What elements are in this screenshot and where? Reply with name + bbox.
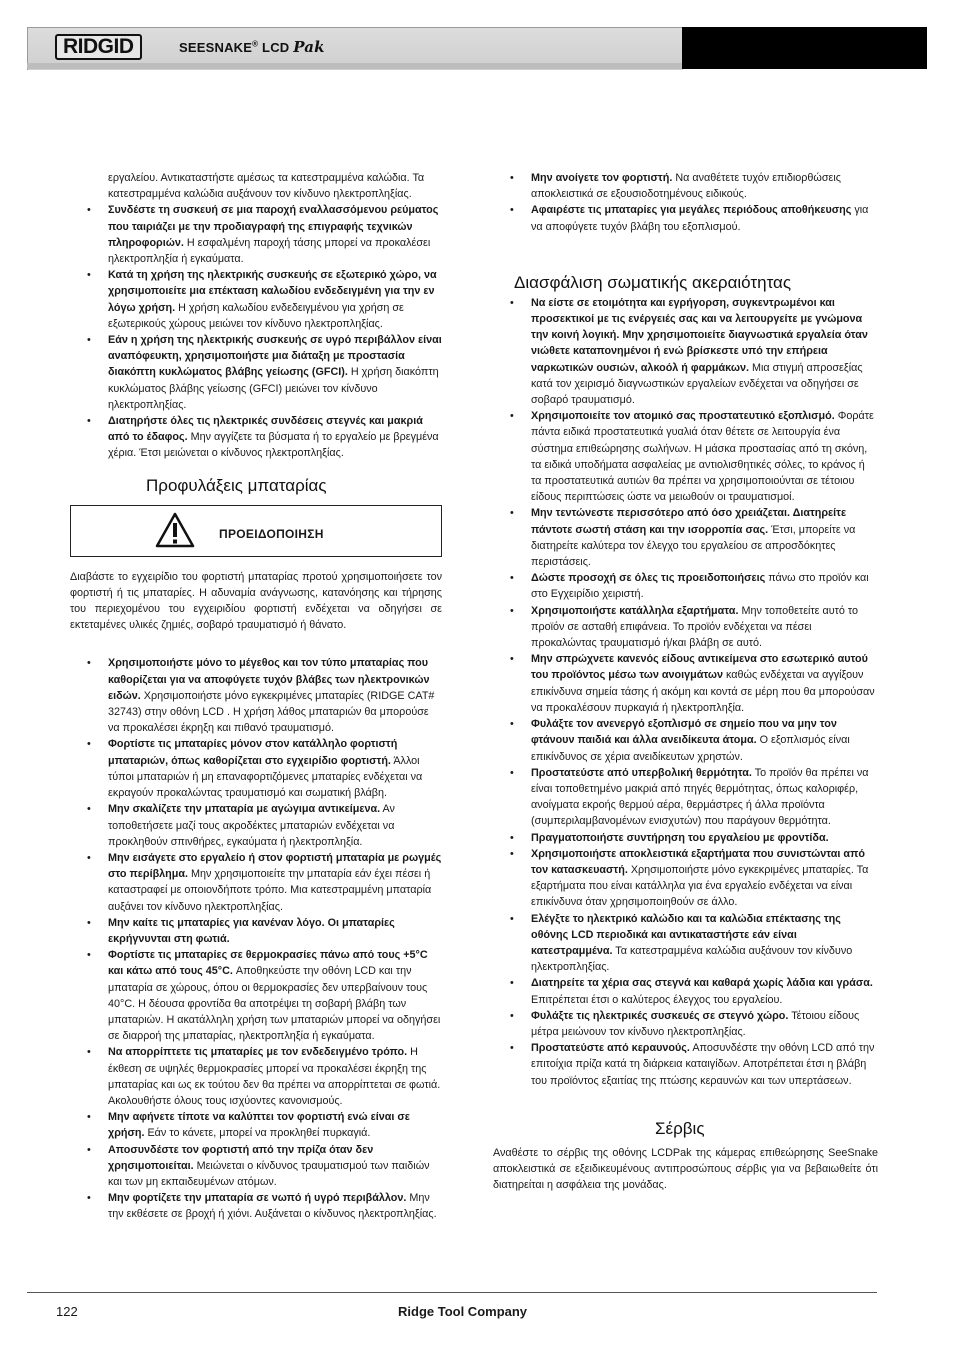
item-bold: Διατηρήστε όλες τις ηλεκτρικές συνδέσεις στεγνές και μακριά από το έδαφος. (108, 415, 423, 444)
item-bold: Μην εισάγετε στο εργαλείο ή στον φορτιστή μπαταρία με ρωγμές στο περίβλημα. (108, 851, 442, 881)
list-item (493, 295, 878, 408)
item-text: Μην τοποθετείτε αυτό το προϊόν σε ασταθή επιφάνεια. Το προϊόν ενδέχεται να πέσει προκαλώντας τραυματισμό ή/και βλάβη σε αυτό. (531, 604, 859, 650)
list-item (70, 1109, 442, 1141)
item-text: Τα κατεστραμμένα καλώδια αυξάνουν τον κίνδυνο ηλεκτροπληξίας. (531, 944, 853, 974)
item-bold: Μην σκαλίζετε την μπαταρία με αγώγιμα αντικείμενα. (108, 803, 381, 816)
right-column (493, 170, 878, 1193)
list-item (70, 202, 442, 267)
item-text: Η έκθεση σε υψηλές θερμοκρασίες μπορεί να προκαλέσει έκρηξη της μπαταρίας και ως εκ τούτου δεν θα πρέπει να απορρίπτεται σε φωτιά. Ακολουθήστε όλους τους ισχύοντες κανονισμούς. (108, 1046, 441, 1107)
item-bold: Μην ανοίγετε τον φορτιστή. (531, 172, 673, 184)
warning-box (70, 505, 442, 557)
charger-list (493, 170, 878, 235)
item-text: Μην χρησιμοποιείτε την μπαταρία εάν έχει πέσει ή καταστραφεί με οποιονδήποτε τρόπο. Μια κατεστραμμένη μπαταρία αυξάνει τον κίνδυνο ηλεκτροπληξίας. (108, 868, 432, 913)
item-bold: Διατηρείτε τα χέρια σας στεγνά και καθαρά χωρίς λάδια και γράσα. (531, 977, 873, 990)
item-text: Χρησιμοποιήστε μόνο εγκεκριμένες μπαταρίες. Τα εξαρτήματα που είναι κατάλληλα για ένα εργαλείο ενδέχεται να είναι επικίνδυνα όταν χρησιμοποιηθούν σε άλλο. (531, 863, 869, 909)
item-bold: Δώστε προσοχή σε όλες τις προειδοποιήσεις (531, 572, 766, 585)
left-column (70, 170, 442, 1223)
list-item (493, 570, 878, 602)
item-text: Η χρήση διακόπτη κυκλώματος βλάβης γείωσης (GFCI) μειώνει τον κίνδυνο ηλεκτροπληξίας. (108, 366, 439, 411)
item-bold: Χρησιμοποιήστε αποκλειστικά εξαρτήματα που συνιστώνται από τον κατασκευαστή. (531, 847, 865, 876)
item-bold: Προστατεύστε από υπερβολική θερμότητα. (531, 766, 752, 779)
list-item (70, 1044, 442, 1109)
item-bold: Μην καίτε τις μπαταρίες για κανέναν λόγο. Οι μπαταρίες εκρήγνυνται στη φωτιά. (108, 916, 395, 945)
item-bold: Συνδέστε τη συσκευή σε μια παροχή εναλλασσόμενου ρεύματος που ταιριάζει με την προδιαγραφή της επιγραφής τεχνικών πληροφοριών. (108, 204, 439, 249)
item-bold: Ελέγξτε το ηλεκτρικό καλώδιο και τα καλώδια επέκτασης της οθόνης LCD περιοδικά και αντικαταστήστε εάν είναι κατεστραμμένα. (531, 912, 841, 957)
list-item (493, 975, 878, 1007)
item-text: καθώς ενδέχεται να αγγίξουν επικίνδυνα σημεία τάσης ή ακόμη και κοντά σε μέρη που θα μπορούσαν να προκαλέσουν πυρκαγιά ή ηλεκτροπληξία. (531, 669, 875, 714)
item-text: Το προϊόν θα πρέπει να είναι τοποθετημένο μακριά από πηγές θερμότητας, όπως καλοριφέρ, ανοίγματα εκροής θερμού αέρα, θερμάστρες ή άλλα προϊόντα (συμπεριλαμβανομένων ενισχυτών) που παράγουν θερμότητα. (531, 766, 869, 828)
list-item (70, 801, 442, 850)
list-item (70, 947, 442, 1044)
list-item (70, 1190, 442, 1222)
list-item (70, 413, 442, 462)
list-item (493, 202, 878, 234)
item-text: Μειώνεται ο κίνδυνος τραυματισμού των παιδιών και των μη εκπαιδευμένων ατόμων. (108, 1159, 430, 1188)
list-item (493, 716, 878, 765)
registered-mark: ® (252, 39, 259, 49)
list-item (493, 505, 878, 570)
footer-rule (27, 1292, 877, 1293)
item-text: Ο εξοπλισμός είναι επικίνδυνος σε χέρια ανειδίκευτων χρηστών. (531, 734, 850, 763)
list-item (70, 267, 442, 332)
list-item (493, 1040, 878, 1089)
item-bold: Αφαιρέστε τις μπαταρίες για μεγάλες περιόδους αποθήκευσης (531, 204, 852, 217)
item-text: για να αποφύγετε τυχόν βλάβη του εξοπλισμού. (531, 204, 869, 233)
list-item (70, 736, 442, 801)
item-bold: Φυλάξτε τις ηλεκτρικές συσκευές σε στεγνό χώρο. (531, 1009, 789, 1022)
product-name: SEESNAKE (179, 40, 253, 55)
item-bold: Κατά τη χρήση της ηλεκτρικής συσκευής σε εξωτερικό χώρο, να χρησιμοποιείτε μια επέκταση καλωδίου ενδεδειγμένη για την εν λόγω χρήση. (108, 269, 437, 314)
list-item (493, 911, 878, 976)
item-text: Να αναθέτετε τυχόν επιδιορθώσεις αποκλειστικά σε εξουσιοδοτημένους ειδικούς. (531, 172, 841, 201)
page-header (27, 27, 927, 69)
item-bold: Αποσυνδέστε τον φορτιστή από την πρίζα όταν δεν χρησιμοποιείται. (108, 1143, 374, 1172)
list-item (493, 408, 878, 505)
item-text: Η εσφαλμένη παροχή τάσης μπορεί να προκαλέσει ηλεκτροπληξία ή εγκαύματα. (108, 236, 431, 266)
list-item (493, 651, 878, 716)
personal-safety-list (493, 295, 878, 1089)
item-bold: Να είστε σε ετοιμότητα και εγρήγορση, συγκεντρωμένοι και προσεκτικοί με τις ενέργειές σας και να λειτουργείτε με γνώμονα την κοινή λογική. Μην χρησιμοποιείτε διαγνωστικά εργαλεία όταν νιώθετε καταπονημένοι ή ενώ βρίσκεστε υπό την επήρεια ναρκωτικών ουσιών, αλκοόλ ή φαρμάκων. (531, 296, 868, 374)
item-text: Αν τοποθετήσετε μαζί τους ακροδέκτες μπαταριών ενδέχεται να προκληθούν σπινθήρες, εγκαύματα ή ηλεκτροπληξία. (108, 803, 395, 848)
list-item (493, 603, 878, 652)
header-black-band (682, 27, 927, 69)
item-text: Εάν το κάνετε, μπορεί να προκληθεί πυρκαγιά. (144, 1127, 371, 1140)
item-bold: Φορτίστε τις μπαταρίες μόνον στον κατάλληλο φορτιστή μπαταριών, όπως καθορίζεται στο εγχειρίδιο φορτιστή. (108, 738, 398, 767)
item-bold: Να απορρίπτετε τις μπαταρίες με τον ενδεδειγμένο τρόπο. (108, 1046, 408, 1059)
item-text: Επιτρέπεται έτσι ο καλύτερος έλεγχος του εργαλείου. (531, 993, 783, 1006)
product-title (179, 38, 325, 56)
item-text: Φοράτε πάντα ειδικά προστατευτικά γυαλιά όταν θέτετε σε λειτουργία ένα σύστημα επιθεώρησης σωλήνων. Η μάσκα προστασίας από τη σκόνη, τα ειδικά υποδήματα ασφαλείας με αντιολισθητικές σόλες, το κράνος ή τα προστατευτικά αυτιών θα πρέπει να χρησιμοποιούνται σε τέτοιου είδους περιπτώσεις ώστε να μειωθούν οι τραυματισμοί. (531, 410, 874, 504)
personal-safety-heading: Διασφάλιση σωματικής ακεραιότητας (514, 272, 792, 292)
item-text: Χρησιμοποιήστε μόνο εγκεκριμένες μπαταρίες (RIDGE CAT# 32743) στην οθόνη LCD . Η χρήση λάθος μπαταριών θα μπορούσε να προκαλέσει έκρηξη και πιθανό τραυματισμό. (108, 689, 435, 735)
product-script: Pak (293, 38, 325, 56)
list-item (493, 846, 878, 911)
item-bold: Φυλάξτε τον ανενεργό εξοπλισμό σε σημείο που να μην τον φτάνουν παιδιά και άλλα ανειδίκευτα άτομα. (531, 718, 837, 747)
list-item (493, 765, 878, 830)
page-number: 122 (56, 1304, 78, 1319)
item-text: Μην την εκθέσετε σε βροχή ή χιόνι. Αυξάνεται ο κίνδυνος ηλεκτροπληξίας. (108, 1192, 437, 1221)
service-paragraph: Αναθέστε το σέρβις της οθόνης LCDPak της κάμερας επιθεώρησης SeeSnake αποκλειστικά σε εξειδικευμένους αντιπροσώπους σέρβις για να βεβαιωθείτε ότι διατηρείται η ασφάλεια της μονάδας. (493, 1146, 878, 1192)
warning-label: ΠΡΟΕΙΔΟΠΟΙΗΣΗ (219, 526, 324, 541)
item-bold: Φορτίστε τις μπαταρίες σε θερμοκρασίες πάνω από τους +5°C και κάτω από τους 45°C. (108, 949, 428, 978)
continued-text: εργαλείου. Αντικαταστήστε αμέσως τα κατεστραμμένα καλώδια. Τα κατεστραμμένα καλώδια αυξάνουν τον κίνδυνο ηλεκτροπληξίας. (108, 172, 425, 201)
list-item (493, 1008, 878, 1040)
list-item (70, 1142, 442, 1191)
item-text: Μην αγγίζετε τα βύσματα ή το εργαλείο με βρεγμένα χέρια. Έτσι μειώνεται ο κίνδυνος ηλεκτροπληξίας. (108, 431, 439, 460)
item-bold: Μην φορτίζετε την μπαταρία σε νωπό ή υγρό περιβάλλον. (108, 1192, 407, 1205)
item-text: πάνω στο προϊόν και στο Εγχειρίδιο χειριστή. (531, 572, 869, 601)
item-bold: Μην τεντώνεστε περισσότερο από όσο χρειάζεται. Διατηρείτε πάντοτε σωστή στάση και την ισορροπία σας. (531, 507, 847, 536)
battery-list (70, 655, 442, 1222)
warning-triangle-icon (155, 512, 195, 548)
item-bold: Εάν η χρήση της ηλεκτρικής συσκευής σε υγρό περιβάλλον είναι αναπόφευκτη, χρησιμοποιήστε μια διάταξη με προστασία διακόπτη κυκλώματος βλάβης γείωσης (GFCI). (108, 334, 442, 379)
item-text: Αποσυνδέστε την οθόνη LCD από την επιτοίχια πρίζα κατά τη διάρκεια καταιγίδων. Αποτρέπεται έτσι η βλάβη του προϊόντος εξαιτίας της πτώσης κεραυνών και των υπερτάσεων. (531, 1042, 875, 1087)
ridgid-logo: RIDGID (55, 34, 142, 60)
item-bold: Μην αφήνετε τίποτε να καλύπτει τον φορτιστή ενώ είναι σε χρήση. (108, 1111, 410, 1140)
item-bold: Χρησιμοποιήστε κατάλληλα εξαρτήματα. (531, 604, 739, 617)
item-text: Άλλοι τύποι μπαταριών ή μη επαναφορτιζόμενες μπαταρίες ενδέχεται να εκραγούν προκαλώντας τραυματισμό και σωματική βλάβη. (108, 754, 423, 800)
product-suffix: LCD (262, 40, 290, 55)
item-bold: Μην σπρώχνετε κανενός είδους αντικείμενα στο εσωτερικό αυτού του προϊόντος μέσω των ανοιγμάτων (531, 653, 868, 682)
list-item (70, 915, 442, 947)
item-bold: Προστατεύστε από κεραυνούς. (531, 1042, 690, 1055)
list-item (493, 170, 878, 202)
list-item (70, 655, 442, 736)
item-text: Έτσι, μπορείτε να διατηρείτε καλύτερα τον έλεγχο του εργαλείου σε απροσδόκητες περιστάσεις. (531, 523, 856, 569)
warning-paragraph: Διαβάστε το εγχειρίδιο του φορτιστή μπαταρίας προτού χρησιμοποιήσετε τον φορτιστή ή τις μπαταρίες. Η αδυναμία ανάγνωσης, κατανόησης και τήρησης του περιεχομένου του εγχειριδίου φορτιστή ενδέχεται να οδηγήσει σε εκτεταμένες υλικές ζημιές, σοβαρό τραυματισμό ή θάνατο. (70, 570, 442, 632)
header-strip (27, 63, 682, 69)
list-item (493, 830, 878, 846)
item-text: Μια στιγμή απροσεξίας κατά τον χειρισμό διαγνωστικών εργαλείων ενδέχεται να οδηγήσει σε σοβαρό τραυματισμό. (531, 361, 863, 407)
list-item (70, 850, 442, 915)
item-text: Τέτοιου είδους μέτρα μειώνουν τον κίνδυνο ηλεκτροπληξίας. (531, 1009, 860, 1038)
company-name: Ridge Tool Company (398, 1304, 528, 1319)
electrical-safety-list (70, 202, 442, 461)
list-item (70, 332, 442, 413)
item-text: Η χρήση καλωδίου ενδεδειγμένου για χρήση σε εξωτερικούς χώρους μειώνει τον κίνδυνο ηλεκτροπληξίας. (108, 301, 404, 330)
item-bold: Πραγματοποιήστε συντήρηση του εργαλείου με φροντίδα. (531, 831, 829, 844)
service-heading: Σέρβις (655, 1118, 705, 1138)
battery-heading: Προφυλάξεις μπαταρίας (146, 475, 327, 495)
item-text: Αποθηκεύστε την οθόνη LCD και την μπαταρία σε χώρους, όπου οι θερμοκρασίες δεν υπερβαίνουν τους 40°C. Η δέουσα φροντίδα θα αποτρέψει τη σοβαρή βλάβη των μπαταριών. Η ακατάλληλη χρήση των μπαταριών μπορεί να οδηγήσει σε διαρροή της μπαταρίας, ηλεκτροπληξία ή εγκαύματα. (108, 965, 441, 1043)
item-bold: Χρησιμοποιείτε τον ατομικό σας προστατευτικό εξοπλισμό. (531, 410, 835, 423)
item-bold: Χρησιμοποιήστε μόνο το μέγεθος και τον τύπο μπαταρίας που καθορίζεται για να αποφύγετε τυχόν βλάβες των ηλεκτρονικών ειδών. (108, 657, 430, 702)
